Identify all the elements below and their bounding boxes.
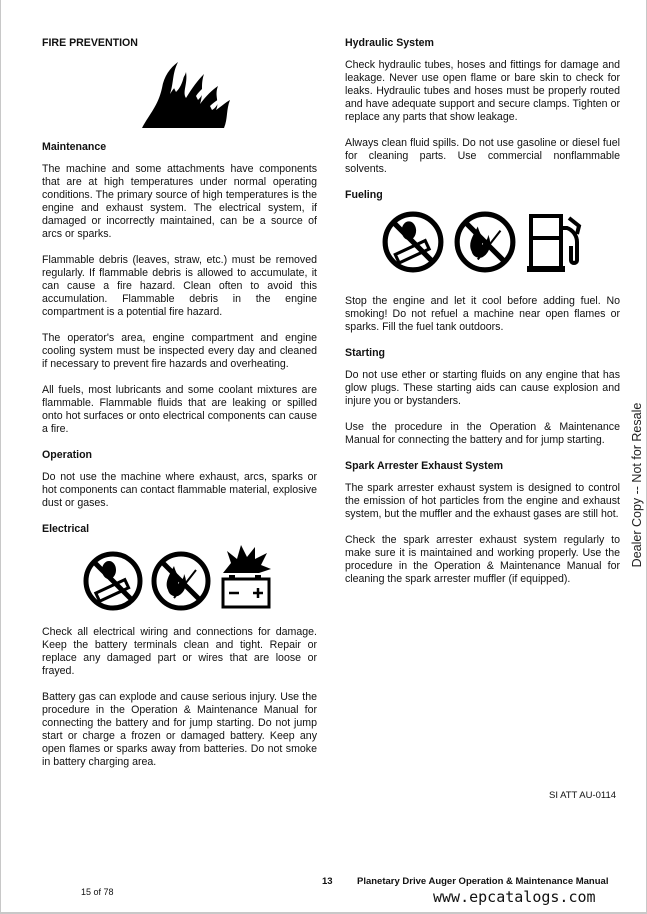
spark-arrester-heading: Spark Arrester Exhaust System: [345, 460, 504, 472]
maintenance-paragraph-1: The machine and some attachments have components that are at high temperatures under normal operating conditions. The primary source of high temperatures is the engine and exhaust system. The electrical system, if damaged or incorrectly maintained, can be a source of arcs or sparks.: [42, 163, 317, 240]
spark-arrester-paragraph-2: Check the spark arrester exhaust system regularly to make sure it is maintained and working properly. Use the procedure in the Operation & Maintenance Manual for cleaning the spark arrester muffler (if equipped).: [345, 534, 620, 585]
starting-heading: Starting: [345, 347, 386, 359]
maintenance-section: [42, 141, 317, 536]
document-code: SI ATT AU-0114: [549, 790, 617, 801]
page-title: FIRE PREVENTION: [42, 37, 138, 49]
manual-title: Planetary Drive Auger Operation & Maintenance Manual: [357, 876, 609, 887]
electrical-paragraph-2: Battery gas can explode and cause serious injury. Use the procedure in the Operation & Maintenance Manual for connecting the battery and for jump starting. Do not jump start or charge a frozen or damaged battery. Keep any open flames or sparks away from batteries. Do not smoke in battery charging area.: [42, 691, 317, 768]
starting-paragraph-2: Use the procedure in the Operation & Maintenance Manual for connecting the battery and for jump starting.: [345, 421, 620, 446]
fueling-paragraph-1: Stop the engine and let it cool before adding fuel. No smoking! Do not refuel a machine near open flames or sparks. Fill the fuel tank outdoors.: [345, 295, 620, 333]
operation-heading: Operation: [42, 449, 93, 461]
no-smoking-icon: [82, 550, 144, 612]
operation-paragraph-1: Do not use the machine where exhaust, arcs, sparks or hot components can contact flammable material, explosive dust or gases.: [42, 471, 317, 509]
fuel-pump-icon: [527, 212, 583, 274]
website-watermark: www.epcatalogs.com: [433, 888, 596, 906]
no-open-flame-icon: [453, 210, 517, 274]
hydraulic-paragraph-1: Check hydraulic tubes, hoses and fittings for damage and leakage. Never use open flame or bare skin to check for leaks. Hydraulic tubes and hoses must be properly routed and have adequate support and secure clamps. Tighten or replace any parts that show leakage.: [345, 59, 620, 123]
hydraulic-heading: Hydraulic System: [345, 37, 434, 49]
electrical-heading: Electrical: [42, 523, 90, 535]
battery-explosion-icon: [219, 543, 275, 611]
no-smoking-icon: [381, 210, 445, 274]
maintenance-heading: Maintenance: [42, 141, 107, 153]
hydraulic-paragraph-2: Always clean fluid spills. Do not use gasoline or diesel fuel for cleaning parts. Use commercial nonflammable solvents.: [345, 137, 620, 175]
fueling-section: [345, 295, 620, 586]
page-number: 13: [322, 876, 333, 887]
maintenance-paragraph-2: Flammable debris (leaves, straw, etc.) must be removed regularly. If flammable debris is allowed to accumulate, it can cause a fire hazard. Clean often to avoid this accumulation. Flammable debris in the engine compartment is a potential fire hazard.: [42, 254, 317, 318]
no-open-flame-icon: [150, 550, 212, 612]
maintenance-paragraph-3: The operator's area, engine compartment and engine cooling system must be inspected every day and cleaned if necessary to prevent fire hazards and overheating.: [42, 332, 317, 370]
spark-arrester-paragraph-1: The spark arrester exhaust system is designed to control the emission of hot particles from the engine and exhaust system, but the muffler and the exhaust gases are still hot.: [345, 482, 620, 520]
fueling-heading: Fueling: [345, 189, 383, 201]
electrical-section: [42, 626, 317, 769]
electrical-paragraph-1: Check all electrical wiring and connections for damage. Keep the battery terminals clean and tight. Repair or replace any damaged part or wires that are loose or frayed.: [42, 626, 317, 677]
dealer-copy-watermark: Dealer Copy -- Not for Resale: [630, 402, 644, 568]
fire-flames-icon: [140, 58, 232, 128]
page-count: 15 of 78: [81, 887, 114, 897]
starting-paragraph-1: Do not use ether or starting fluids on any engine that has glow plugs. These starting aids can cause explosion and injure you or bystanders.: [345, 369, 620, 407]
maintenance-paragraph-4: All fuels, most lubricants and some coolant mixtures are flammable. Flammable fluids that are leaking or spilled onto hot surfaces or onto electrical components can cause a fire.: [42, 384, 317, 435]
hydraulic-section: [345, 37, 620, 202]
